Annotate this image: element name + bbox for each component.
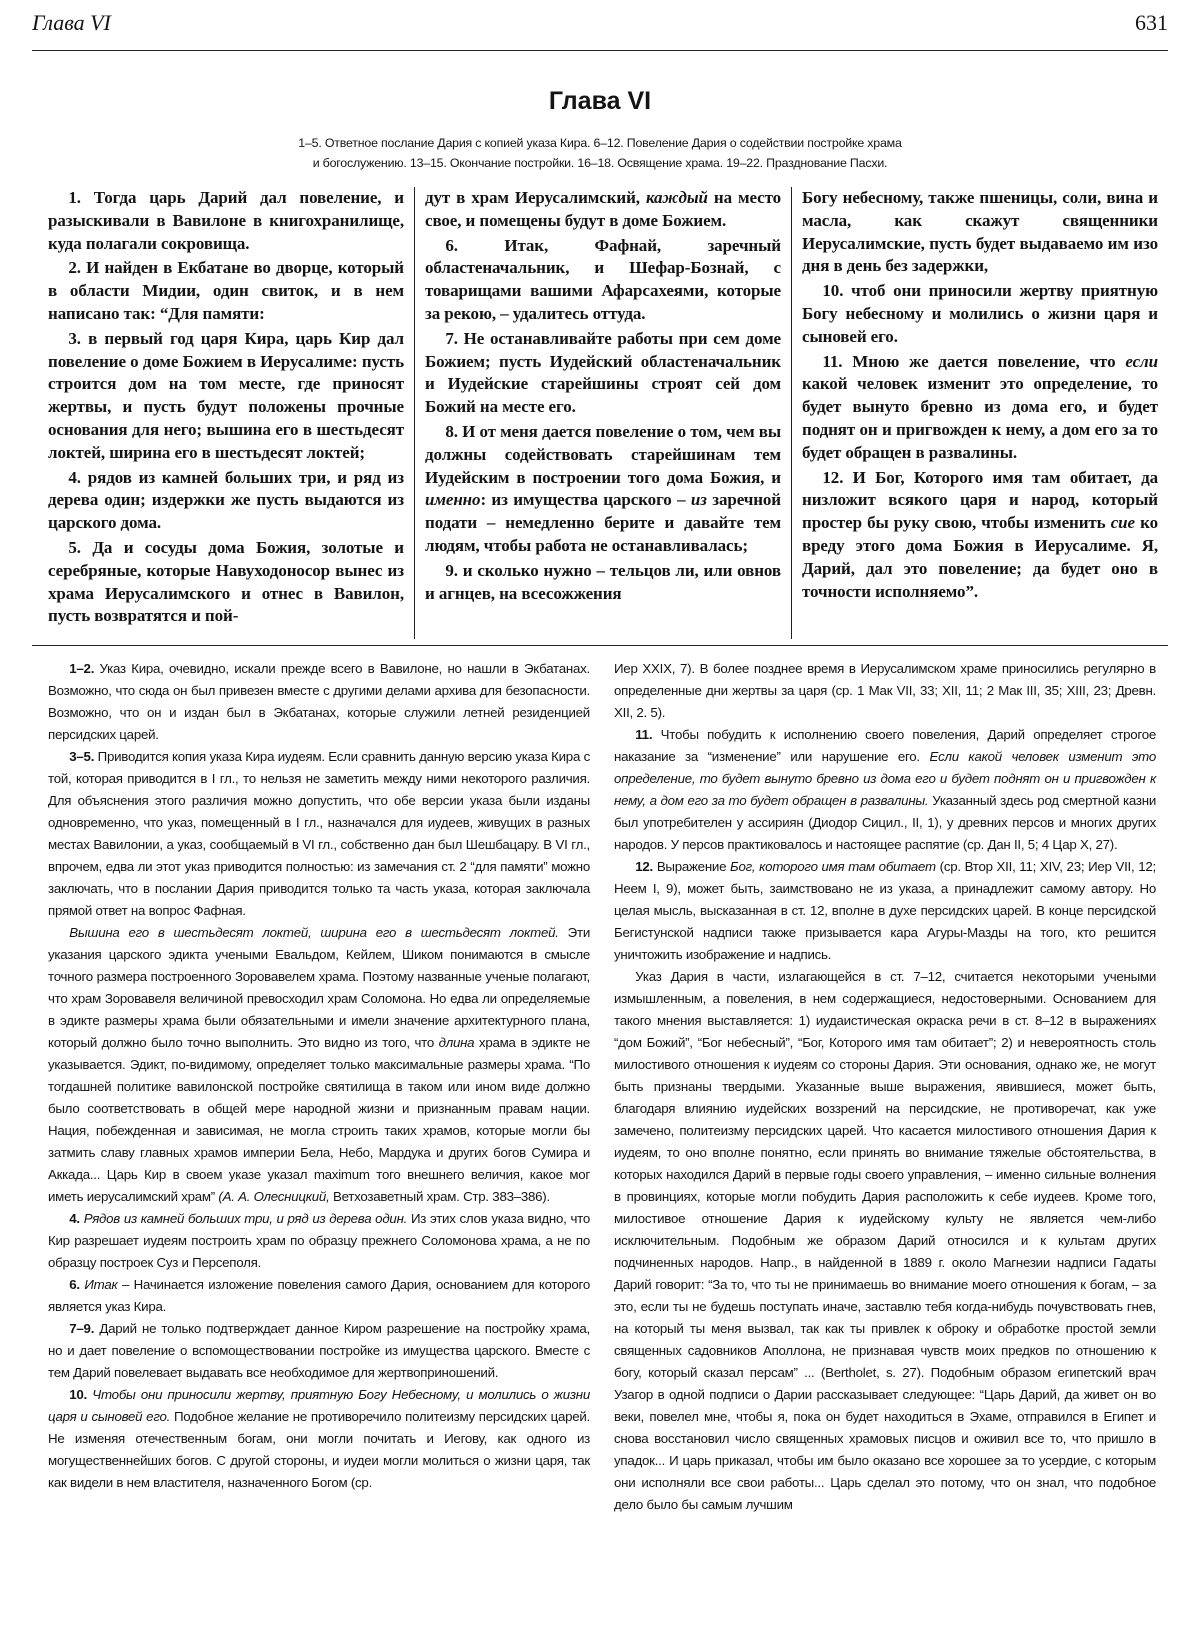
verse-5-continued: дут в храм Иерусалимский, каждый на место свое, и помещены будут в доме Божием.: [425, 188, 782, 230]
scripture-column-2: [414, 187, 791, 639]
commentary-column-left: [32, 658, 602, 1593]
verse-3: 3. в первый год царя Кира, царь Кир дал повеление о доме Божием в Иерусалиме: пусть строится дом на том месте, где приносят жертвы, и пусть будут положены прочные основания для него; вышина его в шестьдесят локтей, ширина его в шестьдесят локтей;: [48, 328, 404, 462]
scripture-text: [32, 187, 1168, 639]
summary-line: и богослужению. 13–15. Окончание постройки. 16–18. Освящение храма. 19–22. Празднование Пасхи.: [312, 156, 888, 170]
commentary-column-right: [602, 658, 1168, 1593]
commentary-paragraph: 7–9. Дарий не только подтверждает данное Киром разрешение на постройку храма, но и дает повеление о вспомоществовании постройке из имущества царского. Вместе с тем Дарий повелевает выдавать все необходимое для жертвоприношений.: [48, 1321, 590, 1380]
summary-line: 1–5. Ответное послание Дария с копией указа Кира. 6–12. Повеление Дария о содействии постройке храма: [298, 136, 902, 150]
page: [32, 10, 1168, 1625]
commentary-paragraph: Иер XXIX, 7). В более позднее время в Иерусалимском храме приносились регулярно в определенные дни жертвы за царя (ср. 1 Мак VII, 33; XII, 11; 2 Мак III, 35; XIII, 23; Древн. XII, 2. 5).: [614, 661, 1156, 720]
verse-12: 12. И Бог, Которого имя там обитает, да низложит всякого царя и народ, который простер бы руку свою, чтобы изменить сие ко вреду этого дома Божия в Иерусалиме. Я, Дарий, дал это повеление; да будет оно в точности исполняемо”.: [802, 467, 1158, 601]
commentary-paragraph: Вышина его в шестьдесят локтей, ширина его в шестьдесят локтей. Эти указания царского эдикта учеными Евальдом, Кейлем, Шиком понимаются в смысле точного размера построенного Зоровавелем храма. Поэтому названные ученые полагают, что храм Зоровавеля величиной превосходил храм Соломона. Но едва ли определяемые в эдикте размеры храма были обязательными и имели значение архитектурного плана, который должно было точно выполнить. Это видно из того, что длина храма в эдикте не указывается. Эдикт, по-видимому, определяет только максимальные размеры храма. “По тогдашней политике вавилонской постройке святилища в таком или ином виде должно было соответствовать в общей мере народной жизни и признанным правам нации. Нация, побежденная и зависимая, не могла строить таких храмов, которые могли бы затмить славу главных храмов империи Бела, Небо, Мардука и других богов Сумира и Аккада... Царь Кир в своем указе указал maximum того внешнего величия, какое мог иметь иерусалимский храм” (А. А. Олесницкий, Ветхозаветный храм. Стр. 383–386).: [48, 925, 590, 1204]
commentary-paragraph: 4. Рядов из камней больших три, и ряд из дерева один. Из этих слов указа видно, что Кир разрешает иудеям построить храм по образцу прежнего Соломонова храма, а не по образцу построек Суз и Персеполя.: [48, 1211, 590, 1270]
verse-8: 8. И от меня дается повеление о том, чем вы должны содействовать старейшинам тем Иудейским в построении того дома Божия, и именно: из имущества царского – из заречной подати – немедленно берите и давайте тем людям, чтобы работа не останавливалась;: [425, 421, 782, 555]
verse-5: 5. Да и сосуды дома Божия, золотые и серебряные, которые Навуходоносор вынес из храма Иерусалимского и отнес в Вавилон, пусть возвратятся и пой-: [48, 537, 404, 626]
commentary-paragraph: 12. Выражение Бог, которого имя там обитает (ср. Втор XII, 11; XIV, 23; Иер VII, 12; Неем I, 9), может быть, заимствовано не из указа, а принадлежит самому автору. Но целая мысль, высказанная в ст. 12, вполне в духе персидских царей. В конце персидской Бегистунской надписи также призывается кара Агуры-Мазды на того, кто решится уничтожить изображение и надпись.: [614, 859, 1156, 962]
running-title: Глава VI: [32, 10, 111, 35]
commentary-paragraph: Указ Дария в части, излагающейся в ст. 7–12, считается некоторыми учеными измышленным, а повеления, в нем содержащиеся, недостоверными. Основанием для такого мнения выставляется: 1) иудаистическая окраска речи в ст. 8–12 в выражениях “дом Божий”, “Бог небесный”, “Бог, Которого имя там обитает”; 2) и невероятность столь милостивого отношения к иудеям со стороны Дария. Эти основания, однако же, не могут быть признаны твердыми. Указанные выше выражения, явившиеся, может быть, благодаря влиянию иудейских воззрений на персидские, не противоречат, как уже замечено, политеизму персидских царей. Что касается милостивого отношения Дария к иудеям, то оно вполне понятно, если принять во внимание тяжелые обстоятельства, в которых находился Дарий в первые годы своего управления, – именно сильные волнения в провинциях, которые могли побудить Дария расположить к себе иудеев. Кроме того, милостивое отношение Дария к иудейскому культу не является чем-либо исключительным. Подобным же образом Дарий относился и к культам других подчиненных народов. Напр., в найденной в 1889 г. около Магнезии надписи Гадаты Дарий говорит: “За то, что ты не принимаешь во внимание моего отношения к богам, – за это, если ты не будешь поступать иначе, заставлю тебя когда-нибудь почувствовать гнев, на который ты меня вызвал, так как ты привлек к оброку и обработке простой земли священных садовников Аполлона, не признавая чувств моих предков по отношению к богу, который сказал персам” ... (Bertholet, s. 27). Подобным образом египетский врач Узагор в одной подписи о Дарии рассказывает следующее: “Царь Дарий, да живет он во веки, повелел мне, чтобы я, пока он будет находиться в Эхаме, отправился в Египет и снова восстановил число священных храмовых писцов и оживил все то, что пришло в упадок... И царь приказал, чтобы им было оказано все хорошее за то усердие, с которым они исполняли все свои работы... Царь сделал это потому, что он знал, что подобное дело было бы самым лучшим: [614, 969, 1156, 1512]
commentary-paragraph: 1–2. Указ Кира, очевидно, искали прежде всего в Вавилоне, но нашли в Экбатанах. Возможно, что сюда он был привезен вместе с другими делами архива для безопасности. Возможно, что он и издан был в Экбатанах, которые служили летней резиденцией персидских царей.: [48, 661, 590, 742]
commentary-paragraph: 3–5. Приводится копия указа Кира иудеям. Если сравнить данную версию указа Кира с той, которая приводится в I гл., то нельзя не заметить между ними некоторого различия. Для объяснения этого различия можно допустить, что обе версии указа были изданы одновременно, что указ, помещенный в I гл., назначался для иудеев, живущих в разных местах Вавилонии, а указ, сообщаемый в VI гл., собственно дан был Шешбацару. В VI гл., впрочем, едва ли этот указ приводится полностью: из замечания ст. 2 “для памяти” можно заключать, что в послании Дария приводится только та часть указа, которая заключала прямой ответ на вопрос Фафная.: [48, 749, 590, 918]
verse-9-continued: Богу небесному, также пшеницы, соли, вина и масла, как скажут священники Иерусалимские, пусть будет выдаваемо им изо дня в день без задержки,: [802, 188, 1158, 276]
verse-1: 1. Тогда царь Дарий дал повеление, и разыскивали в Вавилоне в книгохранилище, куда полагали сокровища.: [48, 188, 404, 253]
running-header: [32, 10, 1168, 51]
verse-6: 6. Итак, Фафнай, заречный областеначальник, и Шефар-Бознай, с товарищами вашими Афарсахеями, которые за рекою, – удалитесь оттуда.: [425, 235, 781, 323]
chapter-summary: [32, 133, 1168, 173]
scripture-column-1: [32, 187, 414, 639]
commentary-paragraph: 6. Итак – Начинается изложение повеления самого Дария, основанием для которого является указ Кира.: [48, 1277, 590, 1314]
chapter-title: Глава VI: [548, 87, 652, 115]
page-number: 631: [1135, 10, 1168, 35]
verse-7: 7. Не останавливайте работы при сем доме Божием; пусть Иудейский областеначальник и Иудейские старейшины строят сей дом Божий на месте его.: [425, 328, 781, 417]
commentary: [32, 658, 1168, 1593]
verse-2: 2. И найден в Екбатане во дворце, который в области Мидии, один свиток, и в нем написано так: “Для памяти:: [48, 258, 404, 323]
verse-4: 4. рядов из камней больших три, и ряд из дерева один; издержки же пусть выдаются из царского дома.: [48, 467, 404, 533]
section-divider: [32, 645, 1168, 646]
commentary-paragraph: 10. Чтобы они приносили жертву, приятную Богу Небесному, и молились о жизни царя и сыновей его. Подобное желание не противоречило политеизму персидских царей. Не изменяя отечественным богам, они могли почитать и Иегову, как одного из могущественнейших богов. С другой стороны, и иудеи могли молиться о жизни царя, так как видели в нем властителя, назначенного Богом (ср.: [48, 1387, 591, 1490]
verse-9: 9. и сколько нужно – тельцов ли, или овнов и агнцев, на всесожжения: [425, 560, 781, 603]
commentary-paragraph: 11. Чтобы побудить к исполнению своего повеления, Дарий определяет строгое наказание за “изменение” или нарушение его. Если какой человек изменит это определение, то будет вынуто бревно из дома его и будет поднят он и пригвожден к нему, а дом его за то будет обращен в развалины. Указанный здесь род смертной казни был употребителен у ассириян (Диодор Сицил., II, 1), у древних персов и многих других народов. У персов практиковалось и настоящее распятие (ср. Дан II, 5; 4 Цар X, 27).: [614, 727, 1156, 852]
scripture-column-3: [791, 187, 1168, 639]
verse-11: 11. Мною же дается повеление, что если какой человек изменит это определение, то будет вынуто бревно из дома его, и будет поднят он и пригвожден к нему, а дом его за то будет обращен в развалины.: [802, 351, 1158, 462]
verse-10: 10. чтоб они приносили жертву приятную Богу небесному и молились о жизни царя и сыновей его.: [802, 281, 1158, 346]
